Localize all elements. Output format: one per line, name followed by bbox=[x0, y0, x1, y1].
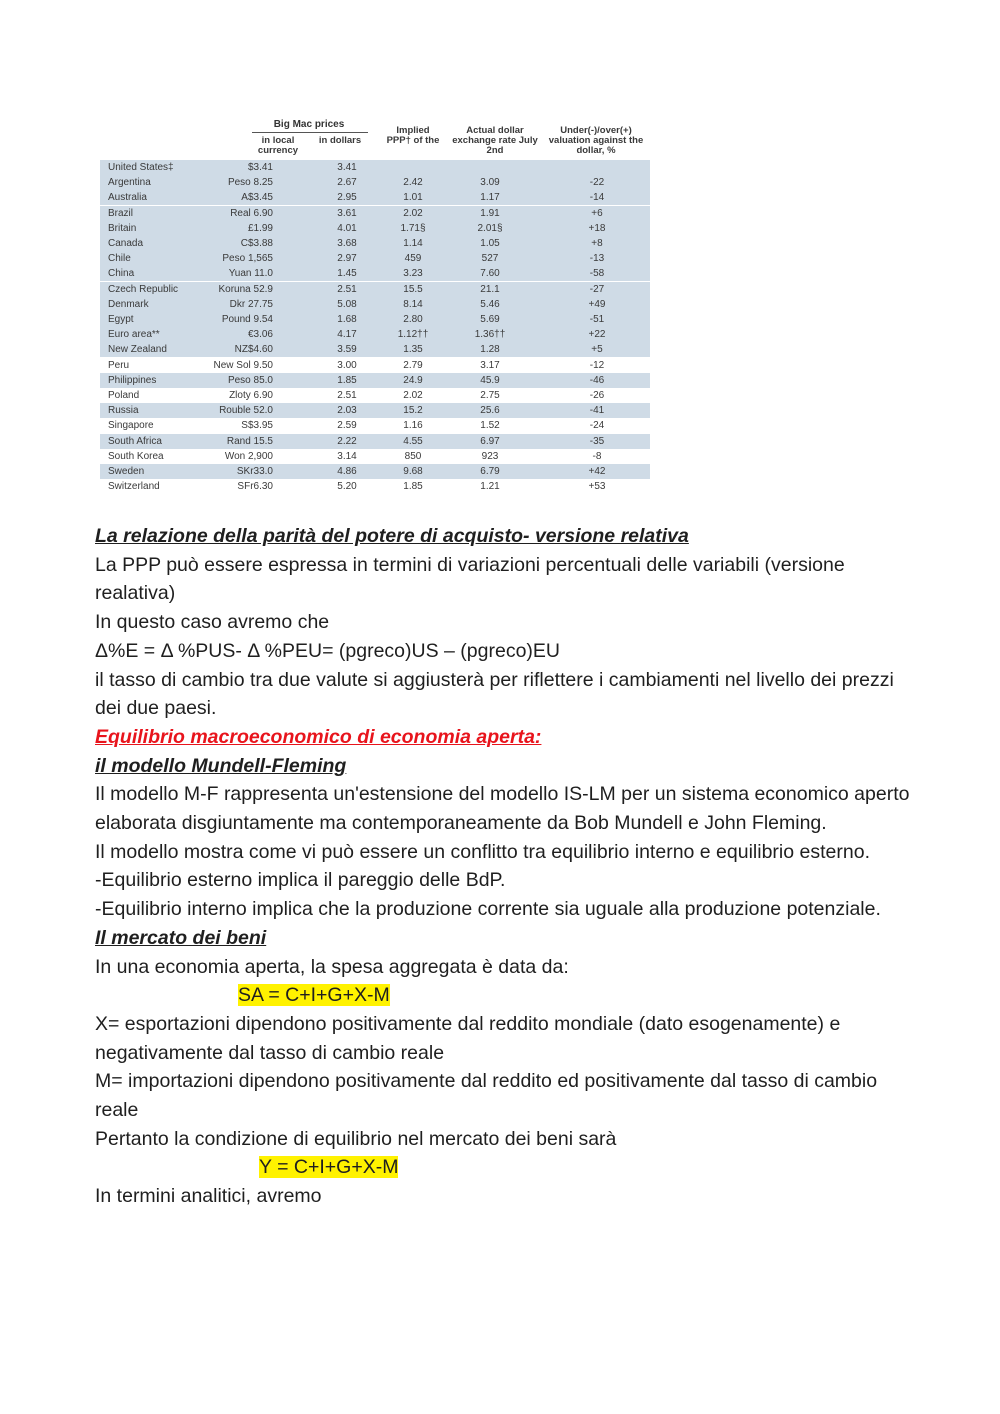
cell-valuation: +53 bbox=[588, 481, 606, 493]
heading-mundell-fleming: il modello Mundell-Fleming bbox=[95, 754, 347, 777]
cell-implied-ppp: 3.23 bbox=[403, 268, 423, 280]
table-row bbox=[100, 327, 650, 342]
cell-country: South Africa bbox=[108, 435, 162, 447]
cell-actual-rate: 1.91 bbox=[480, 207, 500, 219]
cell-local-price: C$3.88 bbox=[240, 238, 273, 249]
paragraph: Il modello M-F rappresenta un'estensione del modello IS-LM per un sistema economico aperto elaborata disgiuntamente ma contemporaneamente da Bob Mundell e John Fleming. bbox=[95, 783, 910, 835]
header-implied: Implied PPP† of the bbox=[386, 125, 440, 146]
cell-local-price: Won 2,900 bbox=[224, 450, 273, 462]
cell-actual-rate: 923 bbox=[481, 450, 499, 462]
cell-actual-rate: 7.60 bbox=[480, 268, 500, 280]
cell-local-price: Dkr 27.75 bbox=[229, 298, 273, 310]
table-row bbox=[100, 297, 650, 312]
cell-dollar-price: 2.03 bbox=[337, 405, 357, 417]
table-row bbox=[100, 403, 650, 418]
cell-valuation: +49 bbox=[588, 298, 606, 310]
table-group-header: Big Mac prices bbox=[273, 119, 345, 130]
table-row bbox=[100, 266, 650, 281]
cell-country: United States‡ bbox=[108, 162, 174, 173]
cell-dollar-price: 3.00 bbox=[337, 359, 357, 371]
table-row bbox=[100, 373, 650, 388]
group-header-rule bbox=[252, 132, 368, 133]
cell-local-price: £1.99 bbox=[247, 222, 273, 234]
cell-valuation: -22 bbox=[589, 177, 605, 189]
cell-dollar-price: 2.51 bbox=[337, 390, 357, 401]
cell-local-price: Peso 85.0 bbox=[227, 374, 273, 386]
cell-implied-ppp: 15.5 bbox=[403, 283, 423, 295]
cell-dollar-price: 5.20 bbox=[337, 481, 357, 493]
cell-local-price: SFr6.30 bbox=[237, 481, 273, 493]
cell-country: Russia bbox=[108, 405, 139, 417]
cell-dollar-price: 2.59 bbox=[337, 420, 357, 432]
header-valuation: Under(-)/over(+) valuation against the dollar, % bbox=[548, 125, 644, 156]
cell-dollar-price: 2.95 bbox=[337, 192, 357, 204]
cell-actual-rate: 527 bbox=[481, 253, 499, 265]
cell-actual-rate: 3.17 bbox=[480, 359, 500, 371]
cell-dollar-price: 4.01 bbox=[337, 222, 357, 234]
cell-local-price: Pound 9.54 bbox=[221, 314, 273, 325]
equation-sa bbox=[95, 981, 915, 1010]
table-row bbox=[100, 175, 650, 190]
table-row bbox=[100, 236, 650, 251]
cell-implied-ppp: 9.68 bbox=[403, 466, 423, 477]
cell-valuation: -8 bbox=[592, 450, 602, 462]
cell-implied-ppp: 1.16 bbox=[403, 420, 423, 432]
cell-implied-ppp: 1.85 bbox=[403, 481, 423, 493]
cell-valuation: -35 bbox=[589, 435, 605, 447]
table-row bbox=[100, 434, 650, 449]
cell-actual-rate: 1.17 bbox=[480, 192, 500, 204]
cell-actual-rate: 1.05 bbox=[480, 238, 500, 249]
cell-actual-rate: 1.28 bbox=[480, 344, 500, 356]
cell-local-price: Yuan 11.0 bbox=[228, 268, 273, 280]
table-row bbox=[100, 282, 650, 297]
cell-implied-ppp: 1.14 bbox=[403, 238, 423, 249]
cell-actual-rate: 1.36†† bbox=[474, 329, 506, 341]
cell-valuation: -14 bbox=[589, 192, 605, 204]
paragraph: In termini analitici, avremo bbox=[95, 1185, 322, 1208]
table-row bbox=[100, 388, 650, 403]
cell-valuation: -27 bbox=[589, 283, 605, 295]
cell-local-price: $3.41 bbox=[247, 162, 273, 173]
cell-valuation: -58 bbox=[589, 268, 605, 280]
header-actual: Actual dollar exchange rate July 2nd bbox=[452, 125, 538, 156]
cell-country: Peru bbox=[108, 359, 130, 371]
cell-country: Egypt bbox=[108, 314, 134, 325]
cell-valuation: +18 bbox=[588, 222, 606, 234]
cell-valuation: +42 bbox=[588, 466, 606, 477]
highlighted-equation: Y = C+I+G+X-M bbox=[259, 1156, 399, 1179]
highlighted-equation: SA = C+I+G+X-M bbox=[238, 984, 390, 1007]
cell-valuation: -12 bbox=[589, 359, 605, 371]
heading-ppp-relative: La relazione della parità del potere di acquisto- versione relativa bbox=[95, 525, 689, 547]
header-dollars: in dollars bbox=[318, 135, 362, 146]
table-row bbox=[100, 464, 650, 479]
paragraph: il tasso di cambio tra due valute si aggiusterà per riflettere i cambiamenti nel livello dei prezzi dei due paesi. bbox=[95, 668, 894, 720]
cell-local-price: NZ$4.60 bbox=[234, 344, 273, 356]
cell-local-price: S$3.95 bbox=[241, 420, 273, 432]
cell-local-price: Rand 15.5 bbox=[226, 435, 273, 447]
cell-implied-ppp: 1.71§ bbox=[400, 222, 426, 234]
cell-actual-rate: 2.75 bbox=[480, 390, 500, 401]
equation-y bbox=[95, 1153, 915, 1182]
table-row bbox=[100, 312, 650, 327]
paragraph: In questo caso avremo che bbox=[95, 611, 330, 634]
cell-actual-rate: 1.52 bbox=[480, 420, 500, 432]
cell-implied-ppp: 15.2 bbox=[403, 405, 423, 417]
paragraph: La PPP può essere espressa in termini di variazioni percentuali delle variabili (versione realativa) bbox=[95, 553, 845, 605]
cell-dollar-price: 3.68 bbox=[337, 238, 357, 249]
paragraph: Il modello mostra come vi può essere un conflitto tra equilibrio interno e equilibrio esterno. bbox=[95, 840, 870, 863]
cell-dollar-price: 2.51 bbox=[337, 283, 357, 295]
cell-implied-ppp: 8.14 bbox=[403, 298, 423, 310]
cell-actual-rate: 21.1 bbox=[480, 283, 500, 295]
cell-implied-ppp: 2.02 bbox=[403, 207, 423, 219]
cell-implied-ppp: 1.12†† bbox=[397, 329, 429, 341]
paragraph: -Equilibrio esterno implica il pareggio delle BdP. bbox=[95, 869, 506, 892]
cell-implied-ppp: 4.55 bbox=[403, 435, 423, 447]
cell-country: Australia bbox=[108, 192, 147, 204]
big-mac-table bbox=[100, 115, 650, 502]
cell-country: Denmark bbox=[108, 298, 149, 310]
cell-valuation: +6 bbox=[591, 207, 603, 219]
table-row bbox=[100, 221, 650, 236]
cell-country: South Korea bbox=[108, 450, 164, 462]
cell-country: Euro area** bbox=[108, 329, 160, 341]
cell-country: Canada bbox=[108, 238, 144, 249]
table-row bbox=[100, 342, 650, 357]
cell-valuation: -26 bbox=[589, 390, 605, 401]
cell-valuation: -51 bbox=[589, 314, 605, 325]
cell-dollar-price: 2.97 bbox=[337, 253, 357, 265]
paragraph: -Equilibrio interno implica che la produzione corrente sia uguale alla produzione potenziale. bbox=[95, 898, 881, 921]
cell-valuation: -13 bbox=[589, 253, 605, 265]
cell-actual-rate: 5.46 bbox=[480, 298, 500, 310]
cell-country: Sweden bbox=[108, 466, 145, 477]
paragraph: M= importazioni dipendono positivamente dal reddito ed positivamente dal tasso di cambio reale bbox=[95, 1070, 878, 1122]
table-row bbox=[100, 190, 650, 205]
cell-implied-ppp: 2.80 bbox=[403, 314, 423, 325]
cell-implied-ppp: 2.02 bbox=[403, 390, 423, 401]
table-row bbox=[100, 449, 650, 464]
cell-valuation: +8 bbox=[591, 238, 603, 249]
cell-actual-rate: 25.6 bbox=[480, 405, 500, 417]
cell-actual-rate: 5.69 bbox=[480, 314, 500, 325]
cell-country: Switzerland bbox=[108, 481, 160, 493]
cell-local-price: Peso 1,565 bbox=[222, 253, 273, 265]
cell-dollar-price: 1.45 bbox=[337, 268, 357, 280]
heading-mercato-beni: Il mercato dei beni bbox=[95, 926, 267, 949]
cell-local-price: A$3.45 bbox=[241, 192, 273, 204]
cell-dollar-price: 3.59 bbox=[337, 344, 357, 356]
cell-dollar-price: 3.41 bbox=[337, 162, 357, 173]
cell-country: Poland bbox=[108, 390, 140, 401]
cell-local-price: Peso 8.25 bbox=[227, 177, 273, 189]
cell-country: Argentina bbox=[108, 177, 151, 189]
cell-country: Singapore bbox=[108, 420, 154, 432]
cell-actual-rate: 6.97 bbox=[480, 435, 500, 447]
cell-dollar-price: 4.17 bbox=[337, 329, 357, 341]
table-row bbox=[100, 251, 650, 266]
cell-actual-rate: 45.9 bbox=[480, 374, 500, 386]
table-row bbox=[100, 160, 650, 175]
cell-actual-rate: 3.09 bbox=[480, 177, 500, 189]
cell-actual-rate: 2.01§ bbox=[477, 222, 503, 234]
cell-local-price: New Sol 9.50 bbox=[213, 359, 273, 371]
cell-valuation: -41 bbox=[589, 405, 605, 417]
cell-country: China bbox=[108, 268, 135, 280]
header-local: in local currency bbox=[257, 135, 299, 156]
cell-local-price: SKr33.0 bbox=[236, 466, 273, 477]
cell-local-price: Real 6.90 bbox=[230, 207, 273, 219]
cell-local-price: Koruna 52.9 bbox=[218, 283, 273, 295]
cell-dollar-price: 3.61 bbox=[337, 207, 357, 219]
table-row bbox=[100, 358, 650, 373]
cell-implied-ppp: 1.01 bbox=[403, 192, 423, 204]
text-section-ppp bbox=[95, 522, 915, 1211]
cell-dollar-price: 3.14 bbox=[337, 450, 357, 462]
cell-dollar-price: 1.68 bbox=[337, 314, 357, 325]
cell-country: Brazil bbox=[108, 207, 134, 219]
cell-local-price: €3.06 bbox=[247, 329, 273, 341]
cell-dollar-price: 5.08 bbox=[337, 298, 357, 310]
cell-country: Chile bbox=[108, 253, 131, 265]
cell-dollar-price: 2.67 bbox=[337, 177, 357, 189]
heading-equilibrio: Equilibrio macroeconomico di economia aperta: bbox=[95, 725, 542, 748]
paragraph: Pertanto la condizione di equilibrio nel mercato dei beni sarà bbox=[95, 1127, 617, 1150]
formula: Δ%E = Δ %PUS- Δ %PEU= (pgreco)US – (pgreco)EU bbox=[95, 639, 560, 662]
cell-local-price: Rouble 52.0 bbox=[219, 405, 273, 417]
cell-country: Philippines bbox=[108, 374, 157, 386]
cell-country: Czech Republic bbox=[108, 283, 179, 295]
cell-implied-ppp: 1.35 bbox=[403, 344, 423, 356]
cell-country: Britain bbox=[108, 222, 137, 234]
cell-valuation: -24 bbox=[589, 420, 605, 432]
table-row bbox=[100, 206, 650, 221]
cell-country: New Zealand bbox=[108, 344, 167, 356]
cell-dollar-price: 4.86 bbox=[337, 466, 357, 477]
cell-actual-rate: 1.21 bbox=[480, 481, 500, 493]
cell-implied-ppp: 24.9 bbox=[403, 374, 423, 386]
cell-dollar-price: 1.85 bbox=[337, 374, 357, 386]
cell-valuation: +5 bbox=[591, 344, 603, 356]
cell-local-price: Zloty 6.90 bbox=[229, 390, 273, 401]
cell-implied-ppp: 459 bbox=[404, 253, 422, 265]
cell-valuation: -46 bbox=[589, 374, 605, 386]
cell-actual-rate: 6.79 bbox=[480, 466, 500, 477]
paragraph: In una economia aperta, la spesa aggregata è data da: bbox=[95, 955, 569, 978]
cell-implied-ppp: 2.42 bbox=[403, 177, 423, 189]
table-row bbox=[100, 479, 650, 494]
cell-valuation: +22 bbox=[588, 329, 606, 341]
cell-dollar-price: 2.22 bbox=[337, 435, 357, 447]
cell-implied-ppp: 850 bbox=[404, 450, 422, 462]
paragraph: X= esportazioni dipendono positivamente dal reddito mondiale (dato esogenamente) e negativamente dal tasso di cambio reale bbox=[95, 1012, 841, 1064]
cell-implied-ppp: 2.79 bbox=[403, 359, 423, 371]
table-row bbox=[100, 418, 650, 433]
